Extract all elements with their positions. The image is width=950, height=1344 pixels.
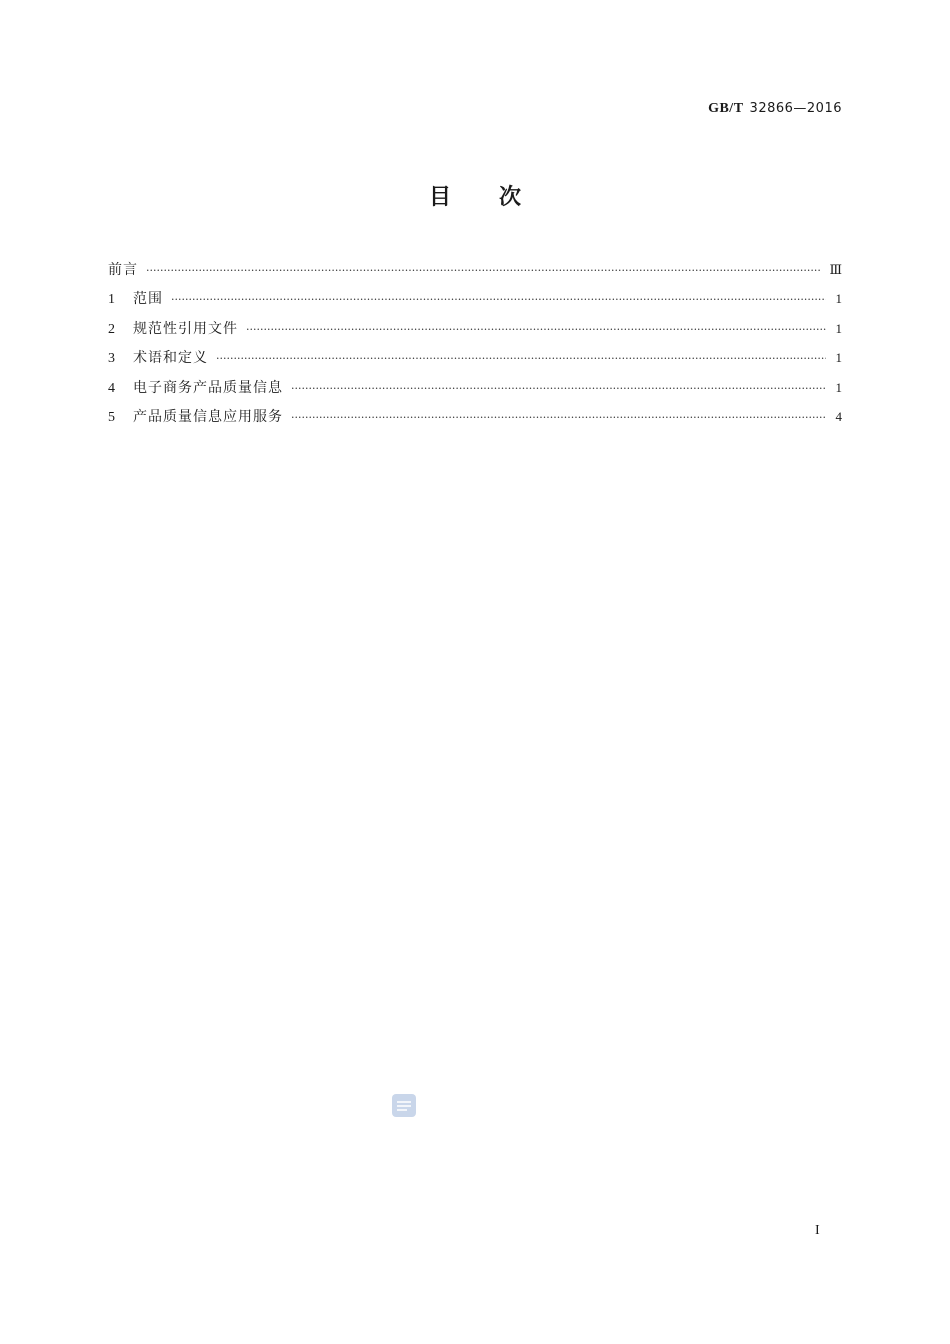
toc-entry-page: 1: [835, 379, 842, 395]
table-of-contents: [108, 260, 842, 436]
toc-entry-label: 电子商务产品质量信息: [133, 379, 283, 396]
watermark-logo-icon: [391, 1093, 417, 1118]
toc-entry-label: 规范性引用文件: [133, 320, 238, 337]
standard-number: 32866—2016: [749, 101, 842, 116]
toc-dot-leader: [291, 379, 826, 399]
toc-entry-page: Ⅲ: [829, 262, 842, 277]
toc-entry-number: 5: [108, 409, 115, 425]
page-title: [0, 180, 950, 211]
toc-entry-label: 前言: [108, 262, 138, 278]
toc-dot-leader: [246, 320, 826, 340]
page-number: I: [815, 1223, 820, 1238]
toc-entry-label: 产品质量信息应用服务: [133, 408, 283, 425]
toc-dot-leader: [146, 261, 821, 281]
toc-entry-quality-information[interactable]: [108, 378, 842, 407]
toc-entry-number: 3: [108, 351, 115, 367]
toc-dot-leader: [216, 349, 826, 369]
toc-entry-page: 1: [835, 350, 842, 366]
toc-entry-normative-references[interactable]: [108, 319, 842, 348]
standard-code: [708, 100, 842, 117]
toc-entry-number: 4: [108, 380, 115, 396]
toc-entry-label: 范围: [133, 291, 163, 308]
toc-entry-label: 术语和定义: [133, 350, 208, 367]
toc-entry-terms-definitions[interactable]: [108, 348, 842, 377]
toc-entry-page: 1: [835, 320, 842, 336]
title-char-2: 次: [499, 185, 522, 210]
toc-dot-leader: [291, 408, 826, 428]
toc-entry-application-services[interactable]: [108, 407, 842, 436]
toc-entry-page: 4: [835, 408, 842, 424]
title-char-1: 目: [428, 185, 451, 210]
toc-entry-foreword[interactable]: [108, 260, 842, 289]
toc-entry-number: 2: [108, 321, 115, 337]
toc-dot-leader: [171, 290, 826, 310]
toc-entry-page: 1: [835, 291, 842, 307]
toc-entry-number: 1: [108, 292, 115, 308]
standard-prefix: GB/T: [708, 101, 744, 116]
toc-entry-scope[interactable]: [108, 289, 842, 318]
